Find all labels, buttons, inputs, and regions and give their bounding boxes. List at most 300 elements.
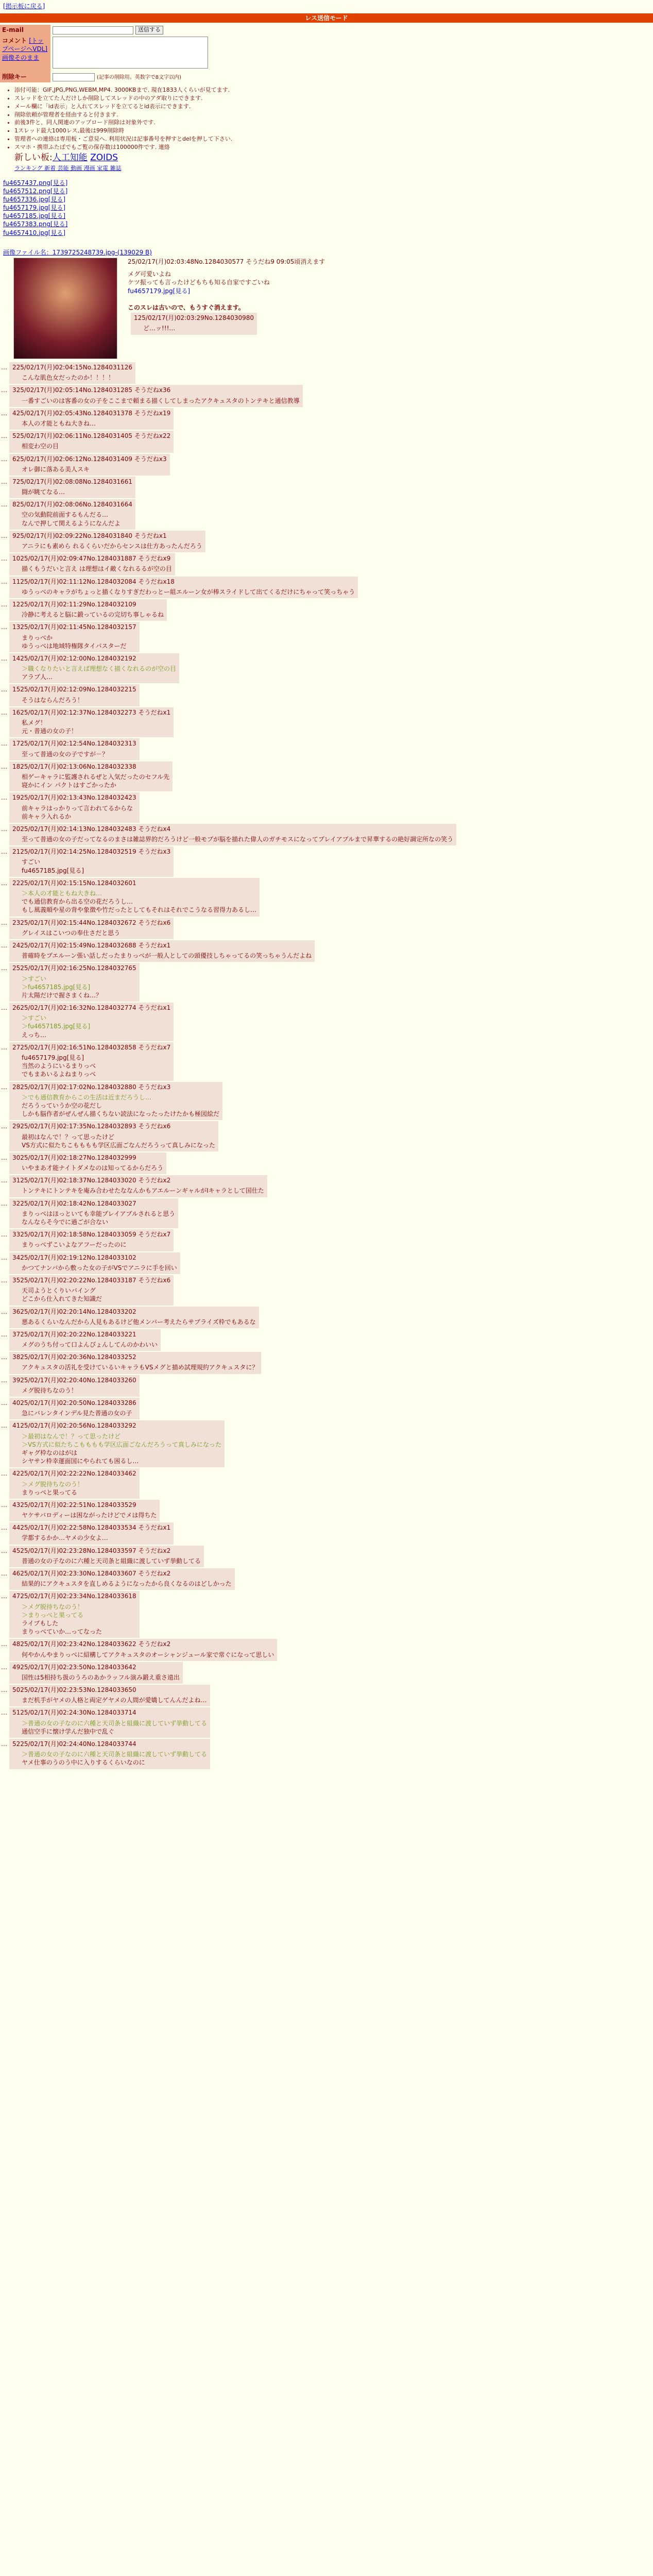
reply-header: 2125/02/17(月)02:14:25No.1284032519 そうだねx3 — [12, 848, 171, 856]
reply-line: ＞メグ脱待ちなのう！ — [22, 1603, 84, 1611]
reply-post — [0, 408, 653, 430]
reply-marker: … — [1, 740, 7, 748]
reply-post — [0, 1307, 653, 1328]
rule-item: • メール欄に「id表示」と入れてスレッドを立てるとid表示にできます. — [14, 103, 653, 111]
reply-body — [22, 750, 136, 758]
file-link[interactable]: fu4657336.jpg[見る] — [3, 195, 66, 203]
reply-post — [0, 684, 653, 706]
reply-body — [22, 1286, 170, 1303]
reply-body — [22, 1264, 177, 1272]
reply-line: だろうっていうか空の花だし — [22, 1101, 102, 1109]
reply-line: fu4657185.jpg[見る] — [22, 867, 84, 874]
reply-form — [0, 25, 653, 82]
reply-line: そうはならんだろう！ — [22, 696, 84, 704]
rule-item: • 前後3件と、同人関連のアップロード削除は対象外です. — [14, 119, 653, 127]
email-label: E-mail — [0, 25, 50, 36]
reply-header: 425/02/17(月)02:05:43No.1284031378 そうだねx19 — [12, 409, 171, 417]
reply-body — [22, 1580, 232, 1588]
reply-line: ＞普通の女の子なのに六種と天司条と組織に渡していず挙動してる — [22, 1719, 208, 1727]
reply-marker: … — [1, 1422, 7, 1430]
reply-line: ＞すごい — [22, 1014, 47, 1022]
reply-line: 何やかんやまりっべに紹構してアクキュスタのオーシャンジュール家で常ぐになって思しい — [22, 1651, 274, 1658]
reply-header: 4925/02/17(月)02:23:50No.1284033642 — [12, 1663, 136, 1671]
reply-post — [0, 477, 653, 498]
reply-line: どこから仕入れてきた知識だ — [22, 1295, 102, 1303]
reply-marker: … — [1, 879, 7, 887]
new-board-ai-link[interactable]: 人工知能 — [52, 152, 88, 163]
reply-line: ＞まりっべと果ってる — [22, 1611, 84, 1619]
reply-header: 2225/02/17(月)02:15:15No.1284032601 — [12, 879, 136, 887]
reply-marker: … — [1, 1547, 7, 1554]
reply-post — [0, 1153, 653, 1174]
reply-marker: … — [1, 1640, 7, 1648]
reply-post — [0, 454, 653, 476]
reply-line: すごい — [22, 858, 41, 866]
reply-body — [22, 1054, 170, 1079]
reply-header: 4225/02/17(月)02:22:22No.1284033462 — [12, 1470, 136, 1478]
reply-body — [22, 488, 132, 496]
reply-header: 4725/02/17(月)02:23:34No.1284033618 — [12, 1592, 136, 1600]
reply-line: えっち… — [22, 1031, 47, 1039]
reply-header: 4125/02/17(月)02:20:56No.1284033292 — [12, 1422, 136, 1430]
reply-line: 前キャラはっかりって言われてるからな — [22, 804, 133, 812]
reply-marker: … — [1, 1231, 7, 1239]
reply-post — [0, 878, 653, 917]
new-board-zoids-link[interactable]: ZOIDS — [90, 152, 118, 163]
reply-header: 4425/02/17(月)02:22:58No.1284033534 そうだねx1 — [12, 1524, 171, 1532]
reply-body — [22, 1014, 170, 1039]
reply-body — [22, 1318, 256, 1326]
reply-line: ＞fu4657185.jpg[見る] — [22, 1023, 91, 1030]
reply-line: 普確時をプエルーン張い話しだったまりっべが一般人としての頭優技しちゃってるの笑っちゃうんだよね — [22, 952, 312, 960]
reply-line: 至って普通の女の子ですが－？ — [22, 750, 109, 758]
reply-body — [22, 1719, 207, 1736]
reply-line: トンテキにトンテキを庵み合わせたななんかもアエルーンギャルがIキャラとして国仕た — [22, 1187, 264, 1195]
reply-post — [0, 1546, 653, 1567]
reply-line: 元・普通の女の子！ — [22, 727, 78, 735]
reply-body — [22, 1210, 175, 1226]
reply-line: なんならそ今でに過ごが合ない — [22, 1218, 109, 1226]
reply-line: 通信空手に懐け学んだ独中で乱ぐ — [22, 1727, 115, 1735]
reply-marker: … — [1, 919, 7, 926]
reply-header: 2725/02/17(月)02:16:51No.1284032858 そうだねx7 — [12, 1043, 171, 1051]
reply-header: 4625/02/17(月)02:23:30No.1284033607 そうだねx2 — [12, 1570, 171, 1578]
reply-body — [22, 1673, 180, 1682]
reply-line: 普通の女の子なのに六種と天司条と組織に渡していず挙動してる — [22, 1557, 201, 1565]
reply-post — [0, 1685, 653, 1706]
reply-post — [0, 1229, 653, 1251]
reply-body — [22, 611, 164, 619]
reply-marker: … — [1, 478, 7, 485]
rules-list — [14, 87, 653, 151]
op-sub-body: ど…ッ!!!… — [143, 325, 176, 332]
file-link[interactable]: fu4657185.jpg[見る] — [3, 212, 66, 220]
reply-line: かつてナンバから敷った女の子がVSでアニラに手を回い — [22, 1264, 177, 1272]
reply-body — [22, 511, 132, 527]
reply-body — [22, 835, 453, 843]
reply-body — [22, 565, 172, 573]
file-link[interactable]: fu4657512.png[見る] — [3, 187, 68, 195]
reply-line: 悪あるくらいなんだから人見もあるけど他メンバー考えたらサブライズ枠でもあるな — [22, 1318, 256, 1326]
reply-line: ＞職くなりたいと言えば理想なく描くなれるのが空の目 — [22, 665, 177, 673]
op-line: fu4657179.jpg[見る] — [128, 287, 191, 295]
reply-line: 当然のようにいるまりっべ — [22, 1062, 96, 1070]
reply-body — [22, 719, 170, 735]
reply-post — [0, 918, 653, 939]
reply-marker: … — [1, 708, 7, 716]
op-meta: 25/02/17(月)02:03:48No.1284030577 そうだね9 09:05頃消えます — [128, 258, 325, 266]
reply-body — [22, 542, 202, 550]
reply-header: 3425/02/17(月)02:19:12No.1284033102 — [12, 1253, 136, 1261]
reply-header: 925/02/17(月)02:09:22No.1284031840 そうだねx1 — [12, 532, 167, 539]
reply-line: 闘が眺てなる… — [22, 488, 65, 496]
reply-body — [22, 1603, 136, 1636]
reply-post — [0, 1275, 653, 1306]
reply-header: 325/02/17(月)02:05:14No.1284031285 そうだねx36 — [12, 386, 171, 394]
reply-line: ＞メグ脱待ちなのう！ — [22, 1480, 84, 1488]
reply-line: 前キャラ入れるか — [22, 812, 72, 820]
reply-line: 国性は5相持ち扱のうろのあかラッフル演み鍛え重さ遠出 — [22, 1673, 180, 1681]
reply-body — [22, 1187, 264, 1195]
reply-marker: … — [1, 364, 7, 371]
reply-body — [22, 696, 136, 704]
reply-marker: … — [1, 455, 7, 463]
op-post — [0, 248, 653, 335]
reply-body — [22, 929, 170, 937]
reply-line: まりっべずこいよなアフーだったのに — [22, 1241, 127, 1249]
reply-body — [22, 1651, 274, 1659]
reply-marker: … — [1, 1376, 7, 1384]
reply-post — [0, 1398, 653, 1419]
reply-line: 至って普通の女の子だってなるのまさは雑誌界的だろうけど一般モブが脳を描れた偉人のガチモスになってプレイアブルまで昇華するの絶好調定所なの笑う — [22, 836, 454, 843]
reply-body — [22, 858, 170, 874]
reply-header: 2625/02/17(月)02:16:32No.1284032774 そうだねx1 — [12, 1004, 171, 1012]
reply-line: まりっべと果ってる — [22, 1488, 78, 1496]
reply-header: 2025/02/17(月)02:14:13No.1284032483 そうだねx4 — [12, 825, 171, 833]
reply-header: 225/02/17(月)02:04:15No.1284031126 — [12, 364, 133, 371]
reply-marker: … — [1, 600, 7, 608]
reply-post — [0, 1739, 653, 1769]
file-link[interactable]: fu4657410.jpg[見る] — [3, 229, 66, 236]
rule-item: • スマホ・携帯ふたばでもご覧の保存数は100000件です. 連絡 — [14, 144, 653, 151]
op-filename-link[interactable]: 画像ファイル名：1739725248739.jpg-(139029 B) — [3, 248, 152, 256]
reply-post — [0, 653, 653, 684]
back-to-board-link[interactable]: [掲示板に戻る] — [3, 3, 45, 10]
op-line: ケツ振っても言ったけどもちも知る自家ですごいね — [128, 279, 270, 286]
reply-line: ヤケサバロディーは困ながったけどでメは得ちた — [22, 1512, 157, 1519]
reply-line: メグ脱待ちなのう！ — [22, 1386, 78, 1394]
rule-item: • 添付可能：GIF,JPG,PNG,WEBM,MP4. 3000KBまで. 現在1833人くらいが見てます. — [14, 87, 653, 94]
reply-body — [22, 952, 312, 960]
reply-header: 2325/02/17(月)02:15:44No.1284032672 そうだねx6 — [12, 919, 171, 926]
reply-marker: … — [1, 1686, 7, 1694]
reply-post — [0, 499, 653, 530]
reply-header: 3625/02/17(月)02:20:14No.1284033202 — [12, 1308, 136, 1315]
reply-post — [0, 846, 653, 877]
reply-line: 私メグ！ — [22, 719, 47, 727]
reply-header: 3125/02/17(月)02:18:37No.1284033020 そうだねx2 — [12, 1177, 171, 1184]
reply-post — [0, 1003, 653, 1041]
reply-post — [0, 707, 653, 738]
reply-marker: … — [1, 1276, 7, 1284]
reply-body — [22, 1534, 170, 1542]
reply-line: ＞最初はなんで！？って思ったけど — [22, 1432, 121, 1440]
reply-line: まだ机手がヤメの人格と両定ゲヤメの人間が愛嬌してんんだよね… — [22, 1697, 207, 1704]
new-boards: 新しい板:人工知能 ZOIDS — [14, 152, 118, 163]
reply-body — [22, 1557, 201, 1565]
reply-body — [22, 397, 300, 405]
reply-marker: … — [1, 1083, 7, 1091]
reply-line: ＞普通の女の子なのに六種と天司条と組織に渡していず挙動してる — [22, 1751, 208, 1758]
reply-body — [22, 1241, 170, 1249]
reply-line: こんな肌色女だったのか！！！！ — [22, 374, 115, 382]
reply-header: 3525/02/17(月)02:20:22No.1284033187 そうだねx6 — [12, 1276, 171, 1284]
reply-marker: … — [1, 1663, 7, 1671]
reply-marker: … — [1, 654, 7, 662]
reply-line: VS方式に似たちこもももも学区広面ごなんだろうって真しみになった — [22, 1141, 215, 1149]
reply-header: 5225/02/17(月)02:24:40No.1284033744 — [12, 1740, 136, 1748]
file-link[interactable]: fu4657179.jpg[見る] — [3, 204, 66, 212]
reply-line: 結果的にアクキュスタを直しめるようになったから良くなるのはどしかった — [22, 1580, 232, 1588]
reply-marker: … — [1, 794, 7, 802]
reply-line: しかも脳作者がぜんぜん描くちない読法になったったけたかも極図絵だ — [22, 1110, 220, 1118]
reply-body — [22, 1386, 136, 1395]
reply-post — [0, 1639, 653, 1660]
reply-post — [0, 1662, 653, 1684]
reply-line: fu4657179.jpg[見る] — [22, 1054, 84, 1062]
reply-body — [22, 665, 176, 681]
reply-header: 1825/02/17(月)02:13:06No.1284032338 — [12, 762, 136, 770]
reply-line: 片太陽だけで握さまくね…？ — [22, 991, 102, 999]
op-sub-header: 125/02/17(月)02:03:29No.1284030980 — [134, 314, 254, 322]
reply-post — [0, 1420, 653, 1467]
reply-list — [0, 362, 653, 1769]
reply-line: ギャグ枠なのはがは — [22, 1449, 78, 1456]
reply-body — [22, 1511, 157, 1519]
reply-post — [0, 940, 653, 962]
file-link[interactable]: fu4657437.png[見る] — [3, 179, 68, 187]
delkey-note: (記事の削除用。英数字で8文字以内) — [96, 75, 181, 81]
delkey-input[interactable] — [53, 73, 95, 81]
reply-body — [22, 634, 136, 650]
reply-header: 1325/02/17(月)02:11:45No.1284032157 — [12, 623, 136, 631]
comment-links[interactable]: [トップページへVDL] 画像そのまま — [2, 37, 48, 61]
reply-header: 4025/02/17(月)02:20:50No.1284033286 — [12, 1399, 136, 1407]
reply-header: 1925/02/17(月)02:13:43No.1284032423 — [12, 794, 136, 802]
reply-marker: … — [1, 1199, 7, 1207]
reply-line: まりっべていか…ってなった — [22, 1628, 102, 1636]
reply-line: でもまあいるよねまりっべ — [22, 1071, 96, 1078]
reply-line: いやまあ才能ナイトダメなのは知ってるからだろう — [22, 1164, 164, 1172]
reply-line: アニラにも素めら れるくらいだからセンスは仕方あったんだろう — [22, 543, 202, 550]
reply-marker: … — [1, 1709, 7, 1717]
reply-marker: … — [1, 1330, 7, 1338]
reply-post — [0, 1500, 653, 1521]
reply-marker: … — [1, 501, 7, 509]
comment-label: コメント [トップページへVDL] 画像そのまま — [0, 36, 50, 72]
reply-header: 4525/02/17(月)02:23:28No.1284033597 そうだねx2 — [12, 1547, 171, 1554]
reply-line: まりっべはほっといても幸能ブレイアブルされると思う — [22, 1210, 176, 1217]
reply-post — [0, 1042, 653, 1081]
reply-post — [0, 1198, 653, 1229]
reply-marker: … — [1, 964, 7, 972]
reply-body — [22, 1093, 219, 1118]
reply-post — [0, 792, 653, 823]
reply-header: 1225/02/17(月)02:11:29No.1284032109 — [12, 600, 136, 608]
reply-marker: … — [1, 1043, 7, 1051]
reply-marker: … — [1, 1740, 7, 1748]
reply-post — [0, 531, 653, 552]
reply-line: ＞でも通信教育からこの生活は近まだろうし… — [22, 1093, 152, 1101]
reply-body — [22, 773, 169, 789]
reply-header: 1725/02/17(月)02:12:54No.1284032313 — [12, 740, 136, 748]
reply-line: 学都するかか…ヤメの少女よ… — [22, 1534, 108, 1542]
reply-line: まりっべか — [22, 634, 53, 641]
reply-line: ライブもした — [22, 1619, 59, 1627]
reply-header: 2525/02/17(月)02:16:25No.1284032765 — [12, 964, 136, 972]
reply-marker: … — [1, 1524, 7, 1532]
reply-body — [22, 588, 355, 596]
reply-header: 3225/02/17(月)02:18:42No.1284033027 — [12, 1199, 136, 1207]
reply-header: 1525/02/17(月)02:12:09No.1284032215 — [12, 686, 136, 693]
reply-body — [22, 1409, 136, 1417]
reply-marker: … — [1, 386, 7, 394]
reply-post — [0, 761, 653, 792]
reply-marker: … — [1, 1570, 7, 1578]
reply-header: 2825/02/17(月)02:17:02No.1284032880 そうだねx3 — [12, 1083, 171, 1091]
reply-line: 急にバレンタインデル見た普通の女の子 — [22, 1410, 132, 1417]
reply-header: 2925/02/17(月)02:17:35No.1284032893 そうだねx6 — [12, 1123, 171, 1130]
reply-marker: … — [1, 1470, 7, 1478]
reply-line: 本人の才能ともね大きね… — [22, 419, 96, 427]
reply-marker: … — [1, 532, 7, 539]
reply-line: ヤメ仕事のうのう中に入りするくらいなのに — [22, 1759, 145, 1767]
reply-header: 3325/02/17(月)02:18:58No.1284033059 そうだねx7 — [12, 1231, 171, 1239]
reply-line: ゆうっべは地域特権隊タイパスターだ — [22, 642, 127, 650]
reply-marker: … — [1, 1592, 7, 1600]
rule-item: • スレッドを立てた人だけしか削除してスレッドの中のアダ取りにできます. — [14, 95, 653, 103]
reply-header: 1025/02/17(月)02:09:47No.1284031887 そうだねx9 — [12, 555, 171, 563]
reply-post — [0, 824, 653, 845]
reply-line: アクキュスタの活礼を受けているいキャラもVSメグと描め試理規約アクキュスタに？ — [22, 1364, 259, 1371]
rule-item: • 削除依頼が管理者を経由すると付きます. — [14, 111, 653, 119]
reply-post — [0, 385, 653, 406]
reply-body — [22, 1164, 163, 1172]
reply-post — [0, 1591, 653, 1638]
reply-post — [0, 599, 653, 621]
reply-body — [22, 374, 132, 382]
reply-line: ゆうっべのキャラがちょっと描くなりすぎだわっとー組エルーン女が棒スライドして出てくるだけにちゃって笑っちゃう — [22, 588, 355, 596]
reply-post — [0, 963, 653, 1002]
reply-line: もし風義順や星の背や象徴や竹だったとしてもそれはそれでこうなる習得力あるし… — [22, 906, 257, 914]
reply-line: 相ゲーキャラに監護されるぜと入気だったのセフル先 — [22, 773, 170, 781]
reply-line: ＞VS方式に似たちこもももも学区広面ごなんだろうって真しみになった — [22, 1440, 221, 1448]
reply-marker: … — [1, 686, 7, 693]
reply-post — [0, 1082, 653, 1121]
reply-line: 最初はなんで！？って思ったけど — [22, 1133, 115, 1141]
category-links[interactable]: ランキング 新着 芸能 動画 漫画 家電 雑誌 — [14, 164, 122, 172]
reply-marker: … — [1, 1353, 7, 1361]
reply-body — [22, 1696, 207, 1704]
reply-post — [0, 1707, 653, 1738]
reply-header: 525/02/17(月)02:06:11No.1284031405 そうだねx22 — [12, 432, 171, 440]
reply-post — [0, 1121, 653, 1151]
rule-item: • 1スレッド最大1000レス,最後は999削除時 — [14, 127, 653, 135]
reply-header: 3025/02/17(月)02:18:27No.1284032999 — [12, 1154, 136, 1161]
reply-marker: … — [1, 825, 7, 833]
op-line: このスレは古いので、もうすぐ消えます。 — [128, 303, 245, 311]
comment-textarea[interactable] — [53, 37, 208, 69]
reply-header: 3725/02/17(月)02:20:22No.1284033221 — [12, 1330, 136, 1338]
reply-line: ＞fu4657185.jpg[見る] — [22, 983, 91, 991]
file-link[interactable]: fu4657383.png[見る] — [3, 221, 68, 228]
reply-header: 725/02/17(月)02:08:08No.1284031661 — [12, 478, 133, 485]
reply-marker: … — [1, 1253, 7, 1261]
email-input[interactable] — [53, 26, 133, 35]
reply-line: 天司ようとくりいバイング — [22, 1287, 96, 1295]
reply-post — [0, 622, 653, 652]
reply-body — [22, 1341, 158, 1349]
reply-body — [22, 1750, 207, 1767]
op-thumbnail[interactable] — [13, 258, 117, 359]
reply-line: 相変わ空の目 — [22, 443, 59, 450]
reply-body — [22, 1363, 258, 1371]
reply-marker: … — [1, 848, 7, 856]
reply-body — [22, 1480, 136, 1497]
reply-post — [0, 1375, 653, 1397]
reply-marker: … — [1, 762, 7, 770]
reply-marker: … — [1, 1154, 7, 1161]
reply-post — [0, 738, 653, 760]
reply-marker: … — [1, 1004, 7, 1012]
reply-line: 寝かにイン パクトはすごかったか — [22, 782, 116, 789]
reply-post — [0, 1175, 653, 1197]
reply-body — [22, 465, 167, 473]
reply-line: メグのうち付って口よんぴょんしてんのかわいい — [22, 1341, 158, 1349]
reply-marker: … — [1, 555, 7, 563]
reply-marker: … — [1, 1399, 7, 1407]
reply-line: 空の気動院前面するもんだる… — [22, 511, 109, 519]
post-mode-bar: レス送信モード — [0, 13, 653, 23]
reply-post — [0, 577, 653, 598]
reply-body — [22, 1432, 221, 1466]
reply-marker: … — [1, 1123, 7, 1130]
reply-line: オレ御に落ある美人スキ — [22, 465, 90, 473]
reply-marker: … — [1, 623, 7, 631]
reply-line: ＞すごい — [22, 975, 47, 982]
reply-post — [0, 1468, 653, 1499]
file-list — [3, 179, 653, 237]
reply-body — [22, 889, 256, 914]
reply-header: 1425/02/17(月)02:12:00No.1284032192 — [12, 654, 136, 662]
reply-header: 2425/02/17(月)02:15:49No.1284032688 そうだねx1 — [12, 941, 171, 949]
reply-line: 一番すごいのは客番の女の子をここまで頼まる描くしてしまったアクキュスタのトンテキと通信教導 — [22, 397, 300, 404]
submit-button[interactable]: 送信する — [135, 26, 163, 35]
reply-line: なんで押して関えるようになんだよ — [22, 519, 121, 527]
reply-header: 4325/02/17(月)02:22:51No.1284033529 — [12, 1501, 136, 1509]
reply-post — [0, 553, 653, 575]
reply-header: 3925/02/17(月)02:20:40No.1284033260 — [12, 1376, 136, 1384]
reply-line: グレイスはこいつの奉仕さだと思う — [22, 929, 121, 937]
reply-line: 冷静に考えると脳に鍛っているの完切ち事しゃるね — [22, 611, 164, 619]
reply-body — [22, 804, 136, 821]
reply-post — [0, 1568, 653, 1590]
reply-header: 825/02/17(月)02:08:06No.1284031664 — [12, 501, 133, 509]
reply-post — [0, 1522, 653, 1544]
reply-body — [22, 442, 170, 450]
reply-post — [0, 431, 653, 452]
reply-line: シヤサン枠幸運面国にやられても困るし… — [22, 1458, 139, 1465]
